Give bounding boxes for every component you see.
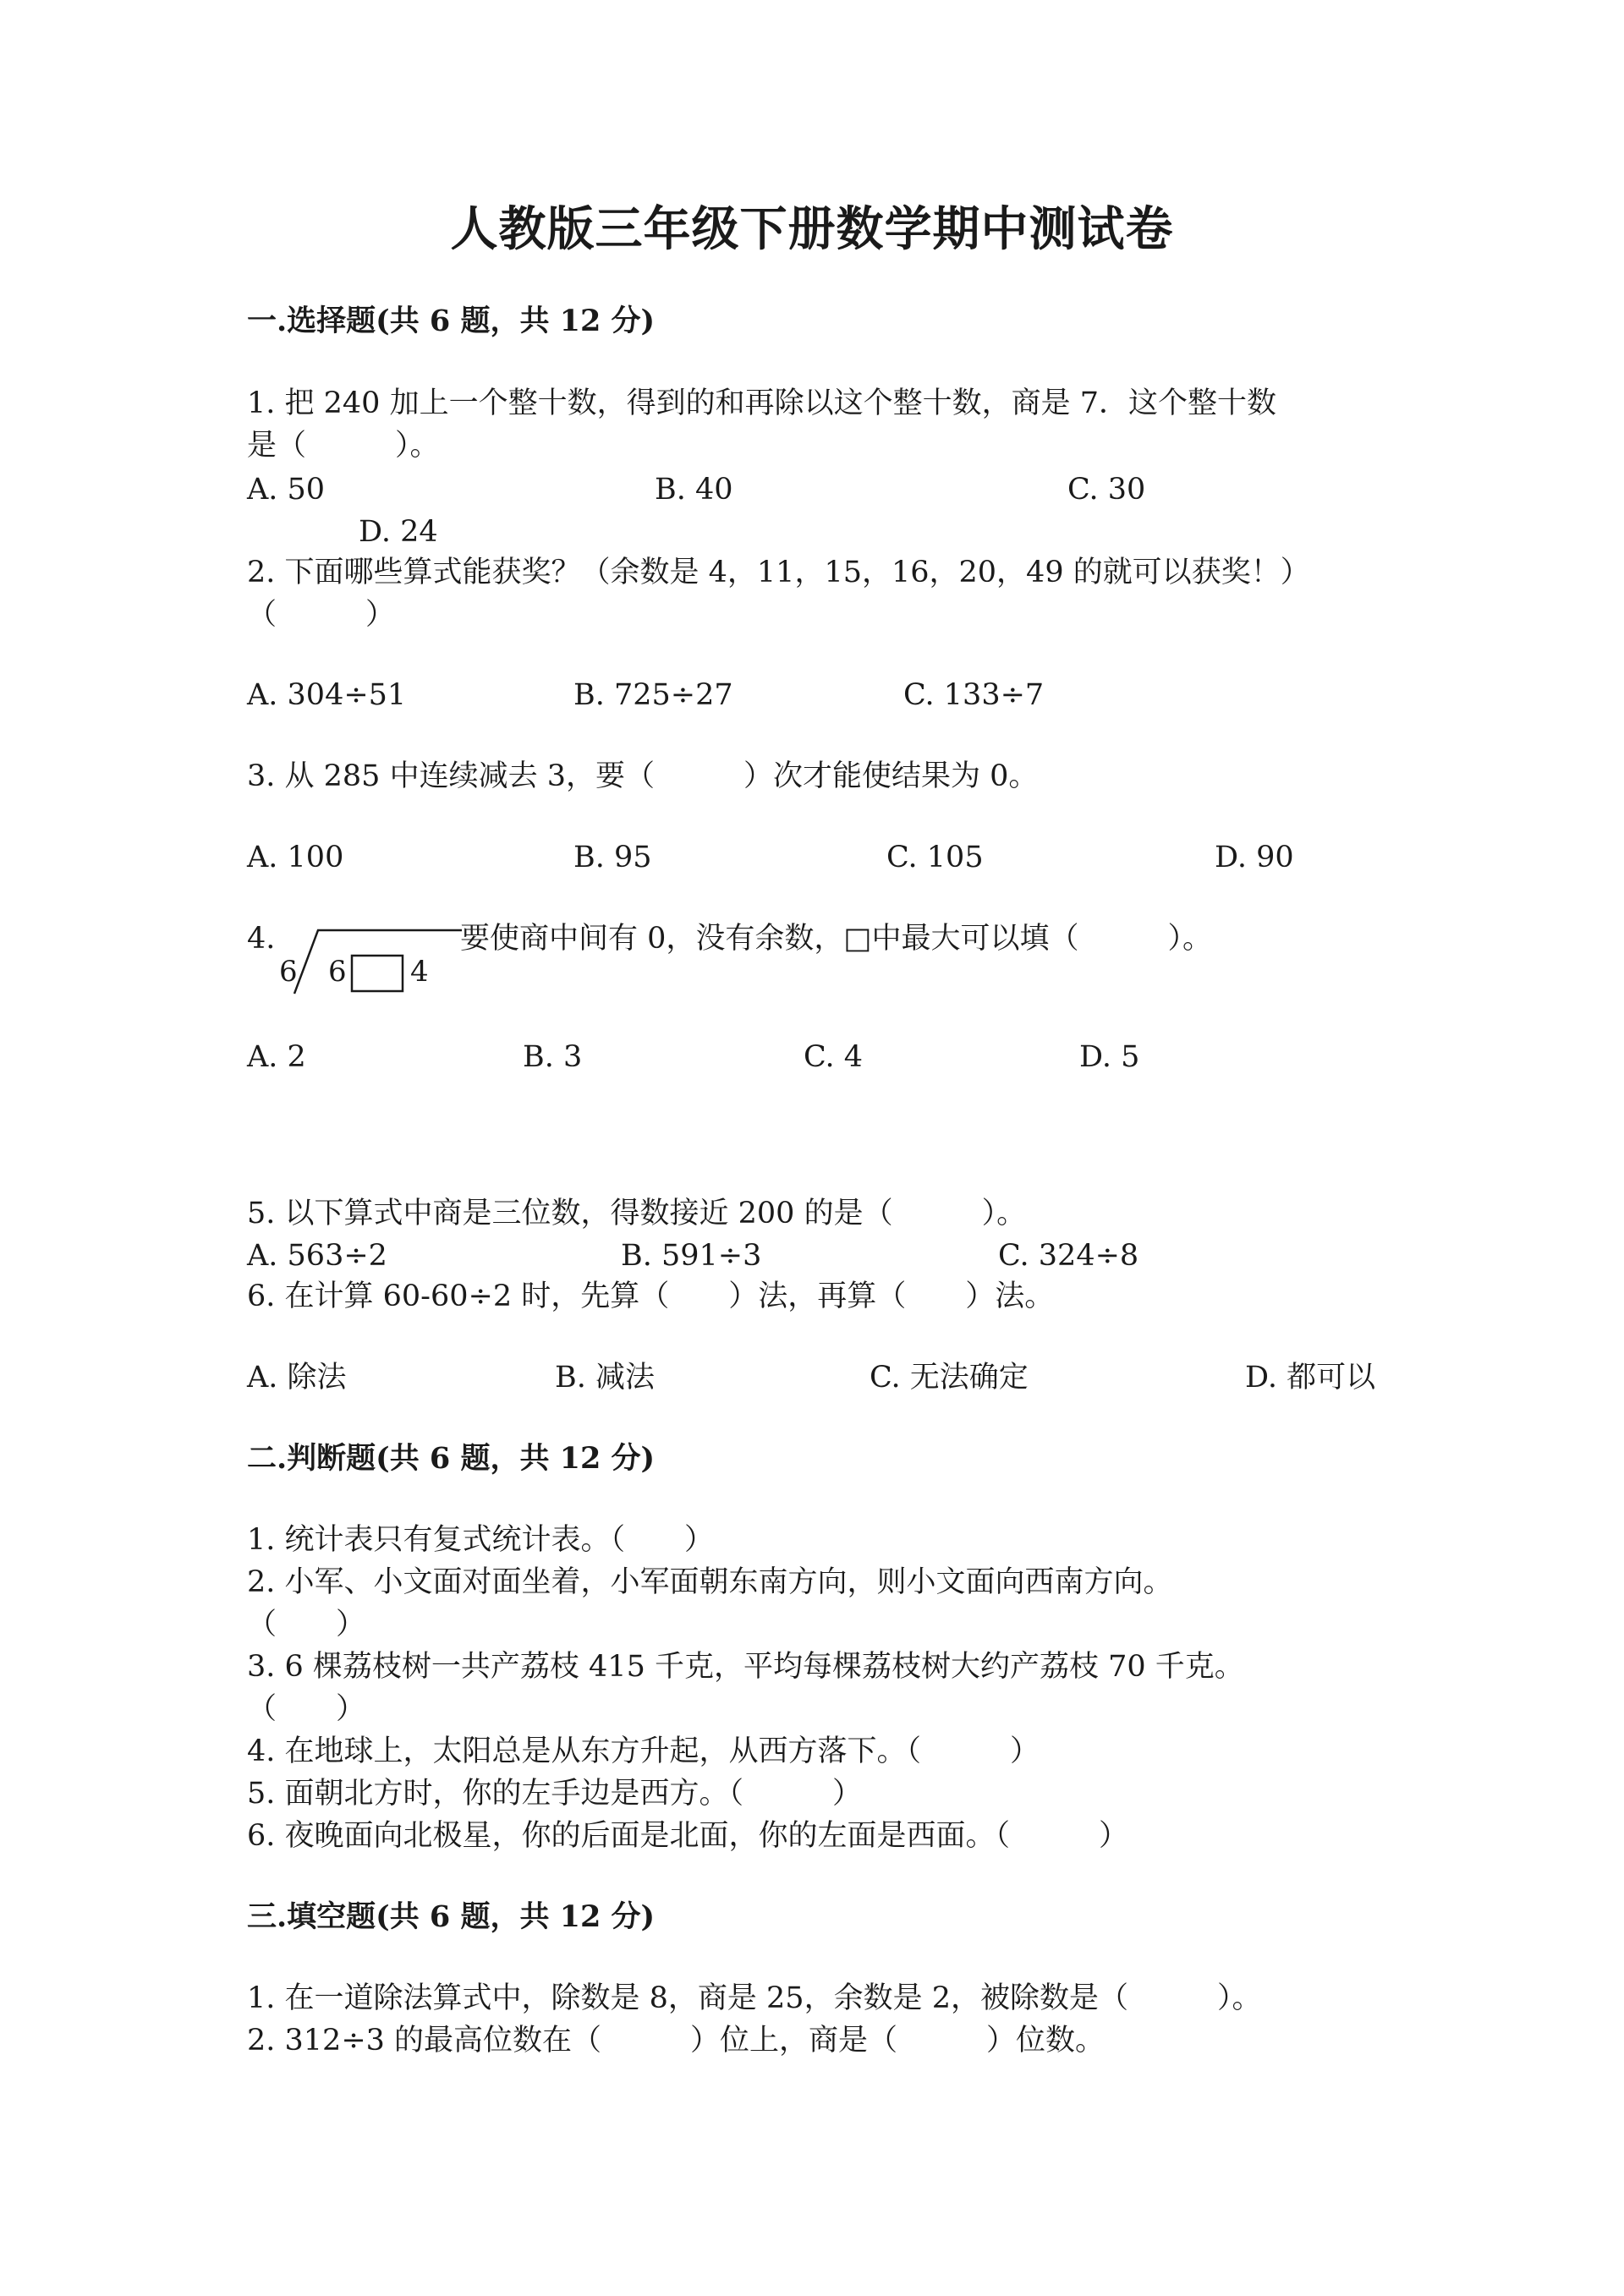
blank-box <box>352 956 403 991</box>
section-heading-fill-blank: 三.填空题(共 6 题，共 12 分) <box>247 1899 656 1934</box>
question-3-option-b: B. 95 <box>573 841 652 874</box>
question-4-option-c: C. 4 <box>804 1040 864 1074</box>
judgement-line: （ ） <box>247 1692 366 1726</box>
judgement-line: 3. 6 棵荔枝树一共产荔枝 415 千克，平均每棵荔枝树大约产荔枝 70 千克。 <box>247 1650 1244 1684</box>
judgement-line: （ ） <box>247 1608 366 1641</box>
question-6-line-1: 6. 在计算 60-60÷2 时，先算（ ）法，再算（ ）法。 <box>247 1280 1055 1313</box>
division-digit-1: 6 <box>328 955 347 989</box>
judgement-line: 6. 夜晚面向北极星，你的后面是北面，你的左面是西面。（ ） <box>247 1819 1129 1853</box>
question-4-number: 4. <box>247 922 276 956</box>
question-1-option-d: D. 24 <box>359 515 438 549</box>
question-5-option-c: C. 324÷8 <box>998 1239 1139 1273</box>
question-4-option-b: B. 3 <box>523 1040 583 1074</box>
question-1-option-c: C. 30 <box>1067 473 1146 507</box>
question-6-option-c: C. 无法确定 <box>870 1361 1029 1395</box>
question-6-option-a: A. 除法 <box>247 1361 347 1395</box>
judgement-line: 4. 在地球上，太阳总是从东方升起，从西方落下。（ ） <box>247 1734 1040 1768</box>
question-2-option-b: B. 725÷27 <box>573 678 733 712</box>
question-1-line-1: 1. 把 240 加上一个整十数，得到的和再除以这个整十数，商是 7．这个整十数 <box>247 386 1276 420</box>
question-5-line-1: 5. 以下算式中商是三位数，得数接近 200 的是（ ）。 <box>247 1197 1027 1230</box>
question-6-option-d: D. 都可以 <box>1245 1361 1376 1395</box>
judgement-line: 1. 统计表只有复式统计表。（ ） <box>247 1523 715 1557</box>
question-3-option-d: D. 90 <box>1215 841 1294 874</box>
division-divisor: 6 <box>279 955 298 989</box>
question-5-option-a: A. 563÷2 <box>247 1239 387 1273</box>
question-4-option-a: A. 2 <box>247 1040 306 1074</box>
question-2-line-2: （ ） <box>247 598 396 632</box>
question-1-line-2: 是（ ）。 <box>247 429 440 463</box>
question-6-option-b: B. 减法 <box>555 1361 655 1395</box>
question-1-option-a: A. 50 <box>247 473 326 507</box>
question-1-option-b: B. 40 <box>655 473 733 507</box>
question-4-option-d: D. 5 <box>1079 1040 1140 1074</box>
question-2-line-1: 2. 下面哪些算式能获奖？（余数是 4，11，15，16，20，49 的就可以获奖！） <box>247 556 1310 589</box>
division-bracket <box>294 930 462 994</box>
page-title: 人教版三年级下册数学期中测试卷 <box>450 201 1174 257</box>
question-3-line-1: 3. 从 285 中连续减去 3，要（ ）次才能使结果为 0。 <box>247 759 1039 793</box>
question-3-option-a: A. 100 <box>247 841 344 874</box>
question-3-option-c: C. 105 <box>886 841 984 874</box>
judgement-line: 5. 面朝北方时，你的左手边是西方。（ ） <box>247 1777 863 1811</box>
long-division-figure <box>277 922 464 998</box>
fill-blank-line: 1. 在一道除法算式中，除数是 8，商是 25，余数是 2，被除数是（ ）。 <box>247 1981 1262 2015</box>
fill-blank-line: 2. 312÷3 的最高位数在（ ）位上，商是（ ）位数。 <box>247 2024 1106 2058</box>
section-heading-choice: 一.选择题(共 6 题，共 12 分) <box>247 304 656 338</box>
question-2-option-c: C. 133÷7 <box>903 678 1045 712</box>
division-digit-2: 4 <box>410 955 429 989</box>
question-2-option-a: A. 304÷51 <box>247 678 407 712</box>
question-5-option-b: B. 591÷3 <box>621 1239 762 1273</box>
section-heading-judgement: 二.判断题(共 6 题，共 12 分) <box>247 1441 656 1476</box>
judgement-line: 2. 小军、小文面对面坐着，小军面朝东南方向，则小文面向西南方向。 <box>247 1565 1173 1599</box>
question-4-text: 要使商中间有 0，没有余数，□中最大可以填（ ）。 <box>460 922 1212 956</box>
